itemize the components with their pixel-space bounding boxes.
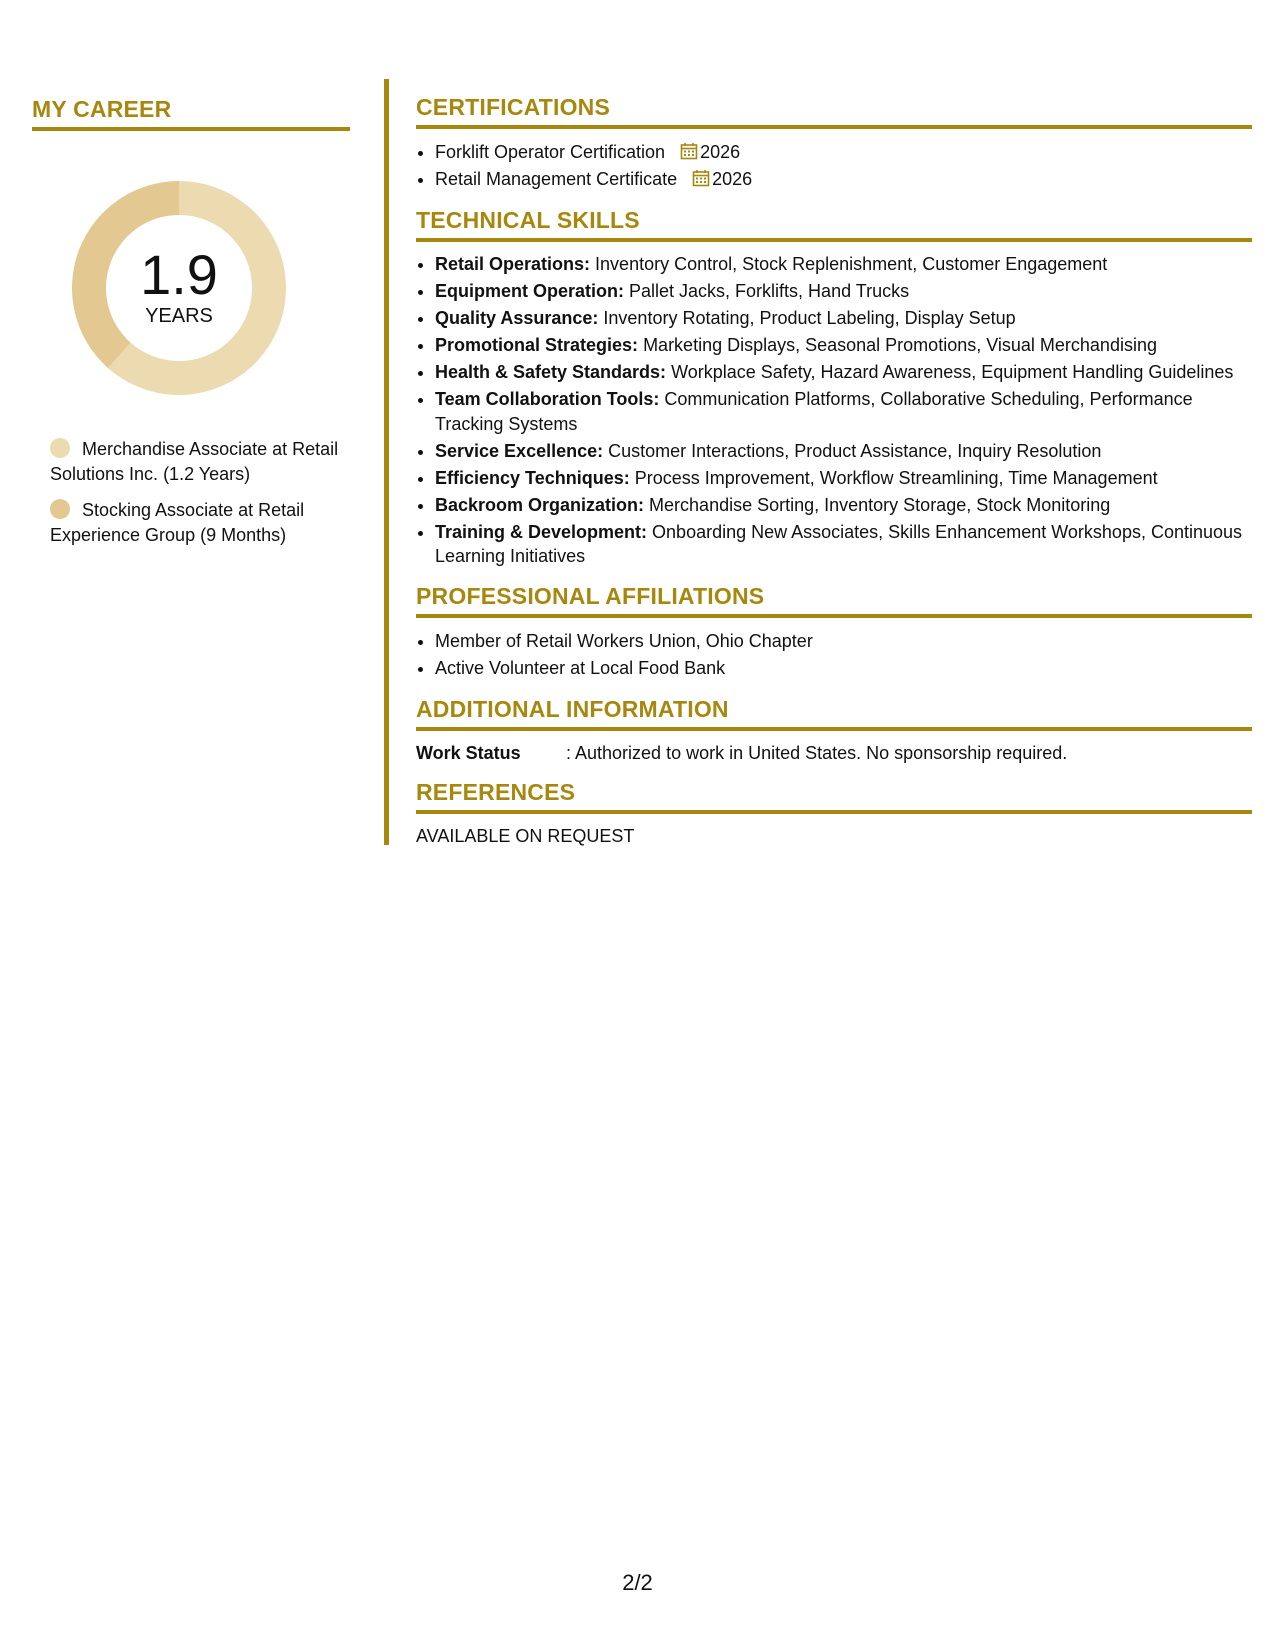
career-legend-item <box>50 437 350 487</box>
certifications-section <box>416 94 1252 193</box>
calendar-icon <box>692 169 710 187</box>
references-section <box>416 779 1252 847</box>
skill-item <box>435 360 1252 385</box>
skill-item <box>435 333 1252 358</box>
total-years-unit: YEARS <box>145 305 213 327</box>
main-column <box>416 94 1252 861</box>
skill-text: Customer Interactions, Product Assistance, Inquiry Resolution <box>608 440 1102 461</box>
career-legend-label: Merchandise Associate at Retail Solutions Inc. (1.2 Years) <box>50 439 339 484</box>
technical-skills-list <box>416 252 1252 569</box>
skill-label: Promotional Strategies: <box>435 335 639 355</box>
certification-name: Retail Management Certificate <box>435 169 678 189</box>
certification-name: Forklift Operator Certification <box>435 142 666 162</box>
career-title: MY CAREER <box>32 96 350 131</box>
column-divider <box>384 79 389 845</box>
certification-item <box>435 166 1252 193</box>
skill-item <box>435 520 1252 569</box>
skill-item <box>435 306 1252 331</box>
skill-text: Inventory Control, Stock Replenishment, Customer Engagement <box>595 254 1108 274</box>
technical-skills-title: TECHNICAL SKILLS <box>416 207 1252 242</box>
skill-label: Health & Safety Standards: <box>435 362 667 382</box>
skill-text: Onboarding New Associates, Skills Enhancement Workshops, Continuous Learning Initiatives <box>435 521 1243 567</box>
legend-dot-icon <box>50 499 70 519</box>
certifications-title: CERTIFICATIONS <box>416 94 1252 129</box>
career-legend-item <box>50 498 350 548</box>
skill-label: Retail Operations: <box>435 254 591 274</box>
affiliation-item: • Active Volunteer at Local Food Bank <box>435 655 1252 682</box>
skill-text: Inventory Rotating, Product Labeling, Display Setup <box>603 308 1016 328</box>
skill-text: Communication Platforms, Collaborative Scheduling, Performance Tracking Systems <box>435 389 1193 434</box>
work-status-value: : Authorized to work in United States. No sponsorship required. <box>566 743 1068 764</box>
career-legend <box>50 437 350 548</box>
calendar-icon <box>680 142 698 160</box>
affiliations-title: PROFESSIONAL AFFILIATIONS <box>416 583 1252 618</box>
career-legend-label: Stocking Associate at Retail Experience Group (9 Months) <box>50 500 305 545</box>
skill-item <box>435 252 1252 277</box>
technical-skills-section <box>416 207 1252 569</box>
skill-label: Efficiency Techniques: <box>435 467 630 488</box>
skill-label: Backroom Organization: <box>435 494 645 515</box>
work-status-row <box>416 741 1252 765</box>
references-title: REFERENCES <box>416 779 1252 814</box>
skill-label: Equipment Operation: <box>435 281 624 301</box>
certifications-list <box>416 139 1252 193</box>
skill-item <box>435 439 1252 464</box>
references-text: AVAILABLE ON REQUEST <box>416 826 635 847</box>
skill-label: Training & Development: <box>435 521 648 542</box>
page-number: 2/2 <box>622 1570 653 1595</box>
certification-year: 2026 <box>700 142 741 162</box>
work-status-key: Work Status <box>416 743 521 764</box>
skill-label: Team Collaboration Tools: <box>435 389 660 409</box>
skill-text: Workplace Safety, Hazard Awareness, Equipment Handling Guidelines <box>671 362 1234 382</box>
donut-center <box>66 175 292 401</box>
skill-item <box>435 493 1252 518</box>
certification-year: 2026 <box>712 169 753 189</box>
affiliation-item: • Member of Retail Workers Union, Ohio Chapter <box>435 628 1252 655</box>
affiliations-list <box>416 628 1252 682</box>
skill-text: Marketing Displays, Seasonal Promotions, Visual Merchandising <box>643 335 1157 355</box>
additional-info-section <box>416 696 1252 765</box>
total-years-value: 1.9 <box>140 243 218 306</box>
additional-info-title: ADDITIONAL INFORMATION <box>416 696 1252 731</box>
legend-dot-icon <box>50 438 70 458</box>
skill-text: Process Improvement, Workflow Streamlining, Time Management <box>634 467 1158 488</box>
skill-label: Quality Assurance: <box>435 308 599 328</box>
skill-item <box>435 279 1252 304</box>
skill-item <box>435 466 1252 491</box>
career-donut-chart <box>66 175 292 401</box>
career-column <box>32 96 350 559</box>
certification-item <box>435 139 1252 166</box>
affiliations-section <box>416 583 1252 682</box>
skill-item <box>435 387 1252 436</box>
skill-text: Merchandise Sorting, Inventory Storage, Stock Monitoring <box>649 494 1111 515</box>
skill-text: Pallet Jacks, Forklifts, Hand Trucks <box>629 281 910 301</box>
skill-label: Service Excellence: <box>435 440 604 461</box>
